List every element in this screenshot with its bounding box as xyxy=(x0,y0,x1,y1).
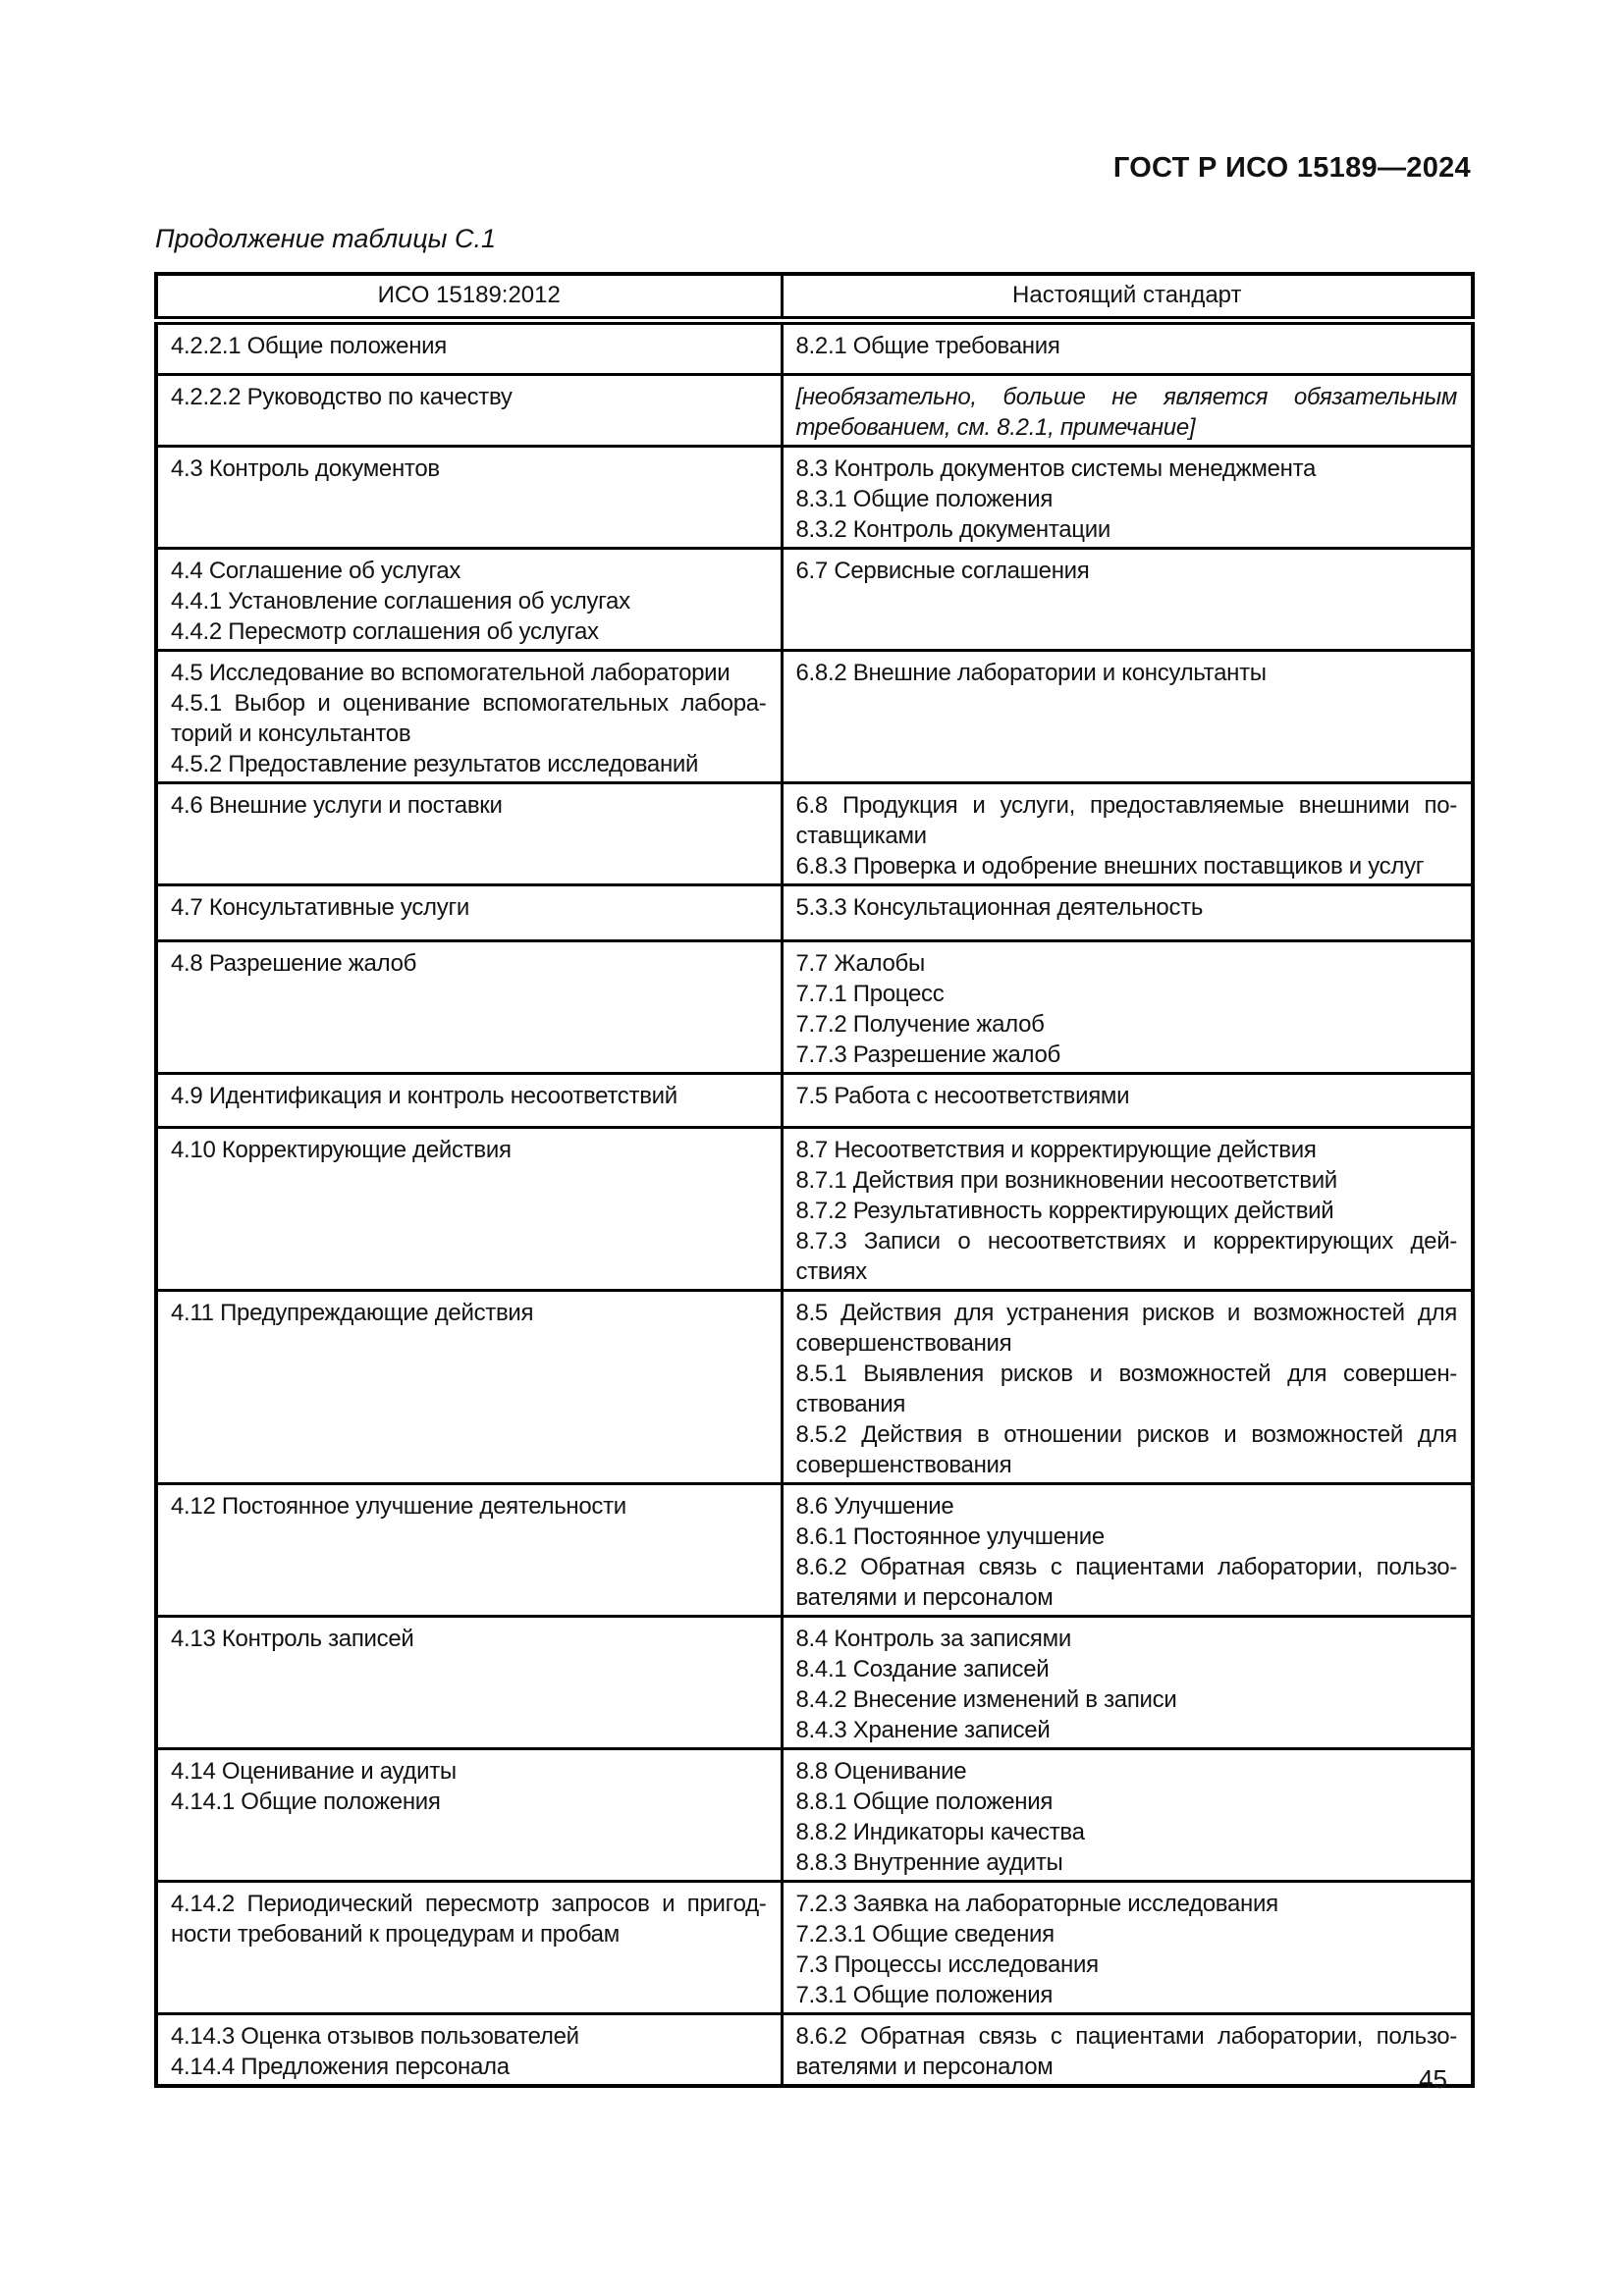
cell-line: вателями и персоналом xyxy=(795,1583,1054,1611)
cell-line: 8.6.1 Постоянное улучшение xyxy=(795,1522,1105,1550)
cell-line: 4.13 Контроль записей xyxy=(171,1625,414,1652)
comparison-table xyxy=(154,272,1475,2088)
cell-current-standard xyxy=(782,1073,1473,1127)
cell-line: 8.4.3 Хранение записей xyxy=(795,1716,1051,1743)
table-row xyxy=(156,1483,1473,1616)
cell-iso-15189-2012 xyxy=(156,1616,782,1748)
cell-current-standard xyxy=(782,446,1473,548)
cell-line: 4.14.4 Предложения персонала xyxy=(171,2053,510,2080)
cell-line: 7.7.2 Получение жалоб xyxy=(795,1010,1045,1038)
cell-line: 6.8 Продукция и услуги, предоставляемые внешними по- xyxy=(795,791,1457,819)
cell-line: 7.5 Работа с несоответствиями xyxy=(795,1082,1130,1109)
cell-line: 7.3 Процессы исследования xyxy=(795,1950,1099,1978)
cell-line: 4.4 Соглашение об услугах xyxy=(171,557,461,584)
cell-line: 6.8.3 Проверка и одобрение внешних поставщиков и услуг xyxy=(795,852,1425,880)
cell-iso-15189-2012 xyxy=(156,1483,782,1616)
cell-current-standard xyxy=(782,374,1473,446)
cell-line: 4.6 Внешние услуги и поставки xyxy=(171,791,503,819)
table-row xyxy=(156,1127,1473,1290)
cell-line: торий и консультантов xyxy=(171,720,411,747)
page-number: 45 xyxy=(1419,2064,1447,2094)
cell-iso-15189-2012 xyxy=(156,1748,782,1881)
cell-line: совершенствования xyxy=(795,1451,1012,1478)
column-header-current-standard: Настоящий стандарт xyxy=(782,274,1473,320)
cell-line: 4.14 Оценивание и аудиты xyxy=(171,1757,457,1785)
cell-line: 8.8.1 Общие положения xyxy=(795,1788,1054,1815)
table-row xyxy=(156,782,1473,884)
cell-current-standard xyxy=(782,1881,1473,2013)
cell-line: 4.4.2 Пересмотр соглашения об услугах xyxy=(171,617,599,645)
cell-line: 4.3 Контроль документов xyxy=(171,454,440,482)
table-continuation-caption: Продолжение таблицы С.1 xyxy=(155,224,497,253)
cell-current-standard xyxy=(782,884,1473,940)
cell-line: 5.3.3 Консультационная деятельность xyxy=(795,893,1204,921)
cell-line: 8.5.1 Выявления рисков и возможностей для совершен- xyxy=(795,1360,1457,1387)
cell-iso-15189-2012 xyxy=(156,1127,782,1290)
cell-current-standard xyxy=(782,548,1473,650)
cell-iso-15189-2012 xyxy=(156,548,782,650)
cell-line: 8.4 Контроль за записями xyxy=(795,1625,1071,1652)
cell-line: 7.2.3 Заявка на лабораторные исследования xyxy=(795,1890,1278,1917)
cell-current-standard xyxy=(782,782,1473,884)
table-row xyxy=(156,374,1473,446)
cell-line: 8.4.2 Внесение изменений в записи xyxy=(795,1685,1177,1713)
cell-line: 6.7 Сервисные соглашения xyxy=(795,557,1090,584)
cell-line: ставщиками xyxy=(795,822,927,849)
cell-line: 8.7.2 Результативность корректирующих действий xyxy=(795,1197,1334,1224)
column-header-iso-15189-2012: ИСО 15189:2012 xyxy=(156,274,782,320)
cell-iso-15189-2012 xyxy=(156,374,782,446)
cell-line: 8.5.2 Действия в отношении рисков и возможностей для xyxy=(795,1420,1457,1448)
cell-iso-15189-2012 xyxy=(156,446,782,548)
cell-iso-15189-2012 xyxy=(156,1881,782,2013)
cell-iso-15189-2012 xyxy=(156,650,782,782)
cell-line: требованием, см. 8.2.1, примечание] xyxy=(795,413,1196,441)
cell-line: 4.14.3 Оценка отзывов пользователей xyxy=(171,2022,579,2050)
cell-iso-15189-2012 xyxy=(156,884,782,940)
cell-line: 8.5 Действия для устранения рисков и возможностей для xyxy=(795,1299,1457,1326)
cell-line: 7.7.3 Разрешение жалоб xyxy=(795,1041,1060,1068)
cell-line: 4.5.2 Предоставление результатов исследований xyxy=(171,750,699,777)
table-row xyxy=(156,940,1473,1073)
cell-line: 4.14.2 Периодический пересмотр запросов и пригод- xyxy=(171,1890,767,1917)
cell-iso-15189-2012 xyxy=(156,782,782,884)
cell-current-standard xyxy=(782,2013,1473,2086)
cell-current-standard xyxy=(782,320,1473,374)
cell-line: 4.12 Постоянное улучшение деятельности xyxy=(171,1492,626,1520)
cell-line: 7.7 Жалобы xyxy=(795,949,925,977)
cell-line: ствования xyxy=(795,1390,906,1417)
cell-line: совершенствования xyxy=(795,1329,1012,1357)
cell-line: 8.7.3 Записи о несоответствиях и корректирующих дей- xyxy=(795,1227,1457,1255)
cell-iso-15189-2012 xyxy=(156,940,782,1073)
cell-line: вателями и персоналом xyxy=(795,2053,1054,2080)
cell-current-standard xyxy=(782,940,1473,1073)
cell-line: 4.5.1 Выбор и оценивание вспомогательных лабора- xyxy=(171,689,767,717)
table-header-row xyxy=(156,274,1473,320)
table-row xyxy=(156,1073,1473,1127)
table-row xyxy=(156,1748,1473,1881)
cell-line: 7.3.1 Общие положения xyxy=(795,1981,1054,2008)
cell-current-standard xyxy=(782,1748,1473,1881)
table-row xyxy=(156,1881,1473,2013)
cell-current-standard xyxy=(782,1483,1473,1616)
cell-current-standard xyxy=(782,1616,1473,1748)
table-row xyxy=(156,884,1473,940)
cell-line: 4.2.2.2 Руководство по качеству xyxy=(171,383,513,410)
cell-line: ствиях xyxy=(795,1257,867,1285)
table-row xyxy=(156,1290,1473,1483)
cell-line: 4.10 Корректирующие действия xyxy=(171,1136,512,1163)
table-row xyxy=(156,1616,1473,1748)
cell-iso-15189-2012 xyxy=(156,1290,782,1483)
cell-line: 8.4.1 Создание записей xyxy=(795,1655,1050,1682)
cell-iso-15189-2012 xyxy=(156,320,782,374)
cell-line: 4.5 Исследование во вспомогательной лаборатории xyxy=(171,659,731,686)
cell-line: 8.3 Контроль документов системы менеджмента xyxy=(795,454,1317,482)
cell-line: 8.7.1 Действия при возникновении несоответствий xyxy=(795,1166,1337,1194)
table-row xyxy=(156,650,1473,782)
cell-line: [необязательно, больше не является обязательным xyxy=(795,383,1457,410)
table-row xyxy=(156,2013,1473,2086)
cell-line: 8.8 Оценивание xyxy=(795,1757,967,1785)
cell-line: 7.7.1 Процесс xyxy=(795,980,945,1007)
cell-line: 8.6 Улучшение xyxy=(795,1492,954,1520)
cell-line: 8.8.3 Внутренние аудиты xyxy=(795,1848,1063,1876)
cell-line: 4.9 Идентификация и контроль несоответствий xyxy=(171,1082,677,1109)
cell-line: 4.2.2.1 Общие положения xyxy=(171,332,447,359)
cell-current-standard xyxy=(782,1290,1473,1483)
cell-line: 8.3.2 Контроль документации xyxy=(795,515,1110,543)
cell-line: 8.6.2 Обратная связь с пациентами лаборатории, пользо- xyxy=(795,1553,1457,1580)
cell-line: 8.7 Несоответствия и корректирующие действия xyxy=(795,1136,1317,1163)
cell-line: 8.3.1 Общие положения xyxy=(795,485,1054,512)
cell-iso-15189-2012 xyxy=(156,2013,782,2086)
table-row xyxy=(156,446,1473,548)
cell-line: 4.4.1 Установление соглашения об услугах xyxy=(171,587,630,614)
table-row xyxy=(156,548,1473,650)
cell-line: 4.8 Разрешение жалоб xyxy=(171,949,417,977)
cell-line: 8.2.1 Общие требования xyxy=(795,332,1060,359)
cell-line: ности требований к процедурам и пробам xyxy=(171,1920,620,1948)
cell-line: 4.11 Предупреждающие действия xyxy=(171,1299,534,1326)
cell-line: 4.14.1 Общие положения xyxy=(171,1788,441,1815)
cell-current-standard xyxy=(782,650,1473,782)
cell-line: 6.8.2 Внешние лаборатории и консультанты xyxy=(795,659,1267,686)
table-row xyxy=(156,320,1473,374)
cell-line: 8.6.2 Обратная связь с пациентами лаборатории, пользо- xyxy=(795,2022,1457,2050)
cell-line: 8.8.2 Индикаторы качества xyxy=(795,1818,1085,1845)
document-standard-number: ГОСТ Р ИСО 15189—2024 xyxy=(1112,152,1471,184)
cell-line: 4.7 Консультативные услуги xyxy=(171,893,470,921)
cell-line: 7.2.3.1 Общие сведения xyxy=(795,1920,1055,1948)
cell-current-standard xyxy=(782,1127,1473,1290)
cell-iso-15189-2012 xyxy=(156,1073,782,1127)
